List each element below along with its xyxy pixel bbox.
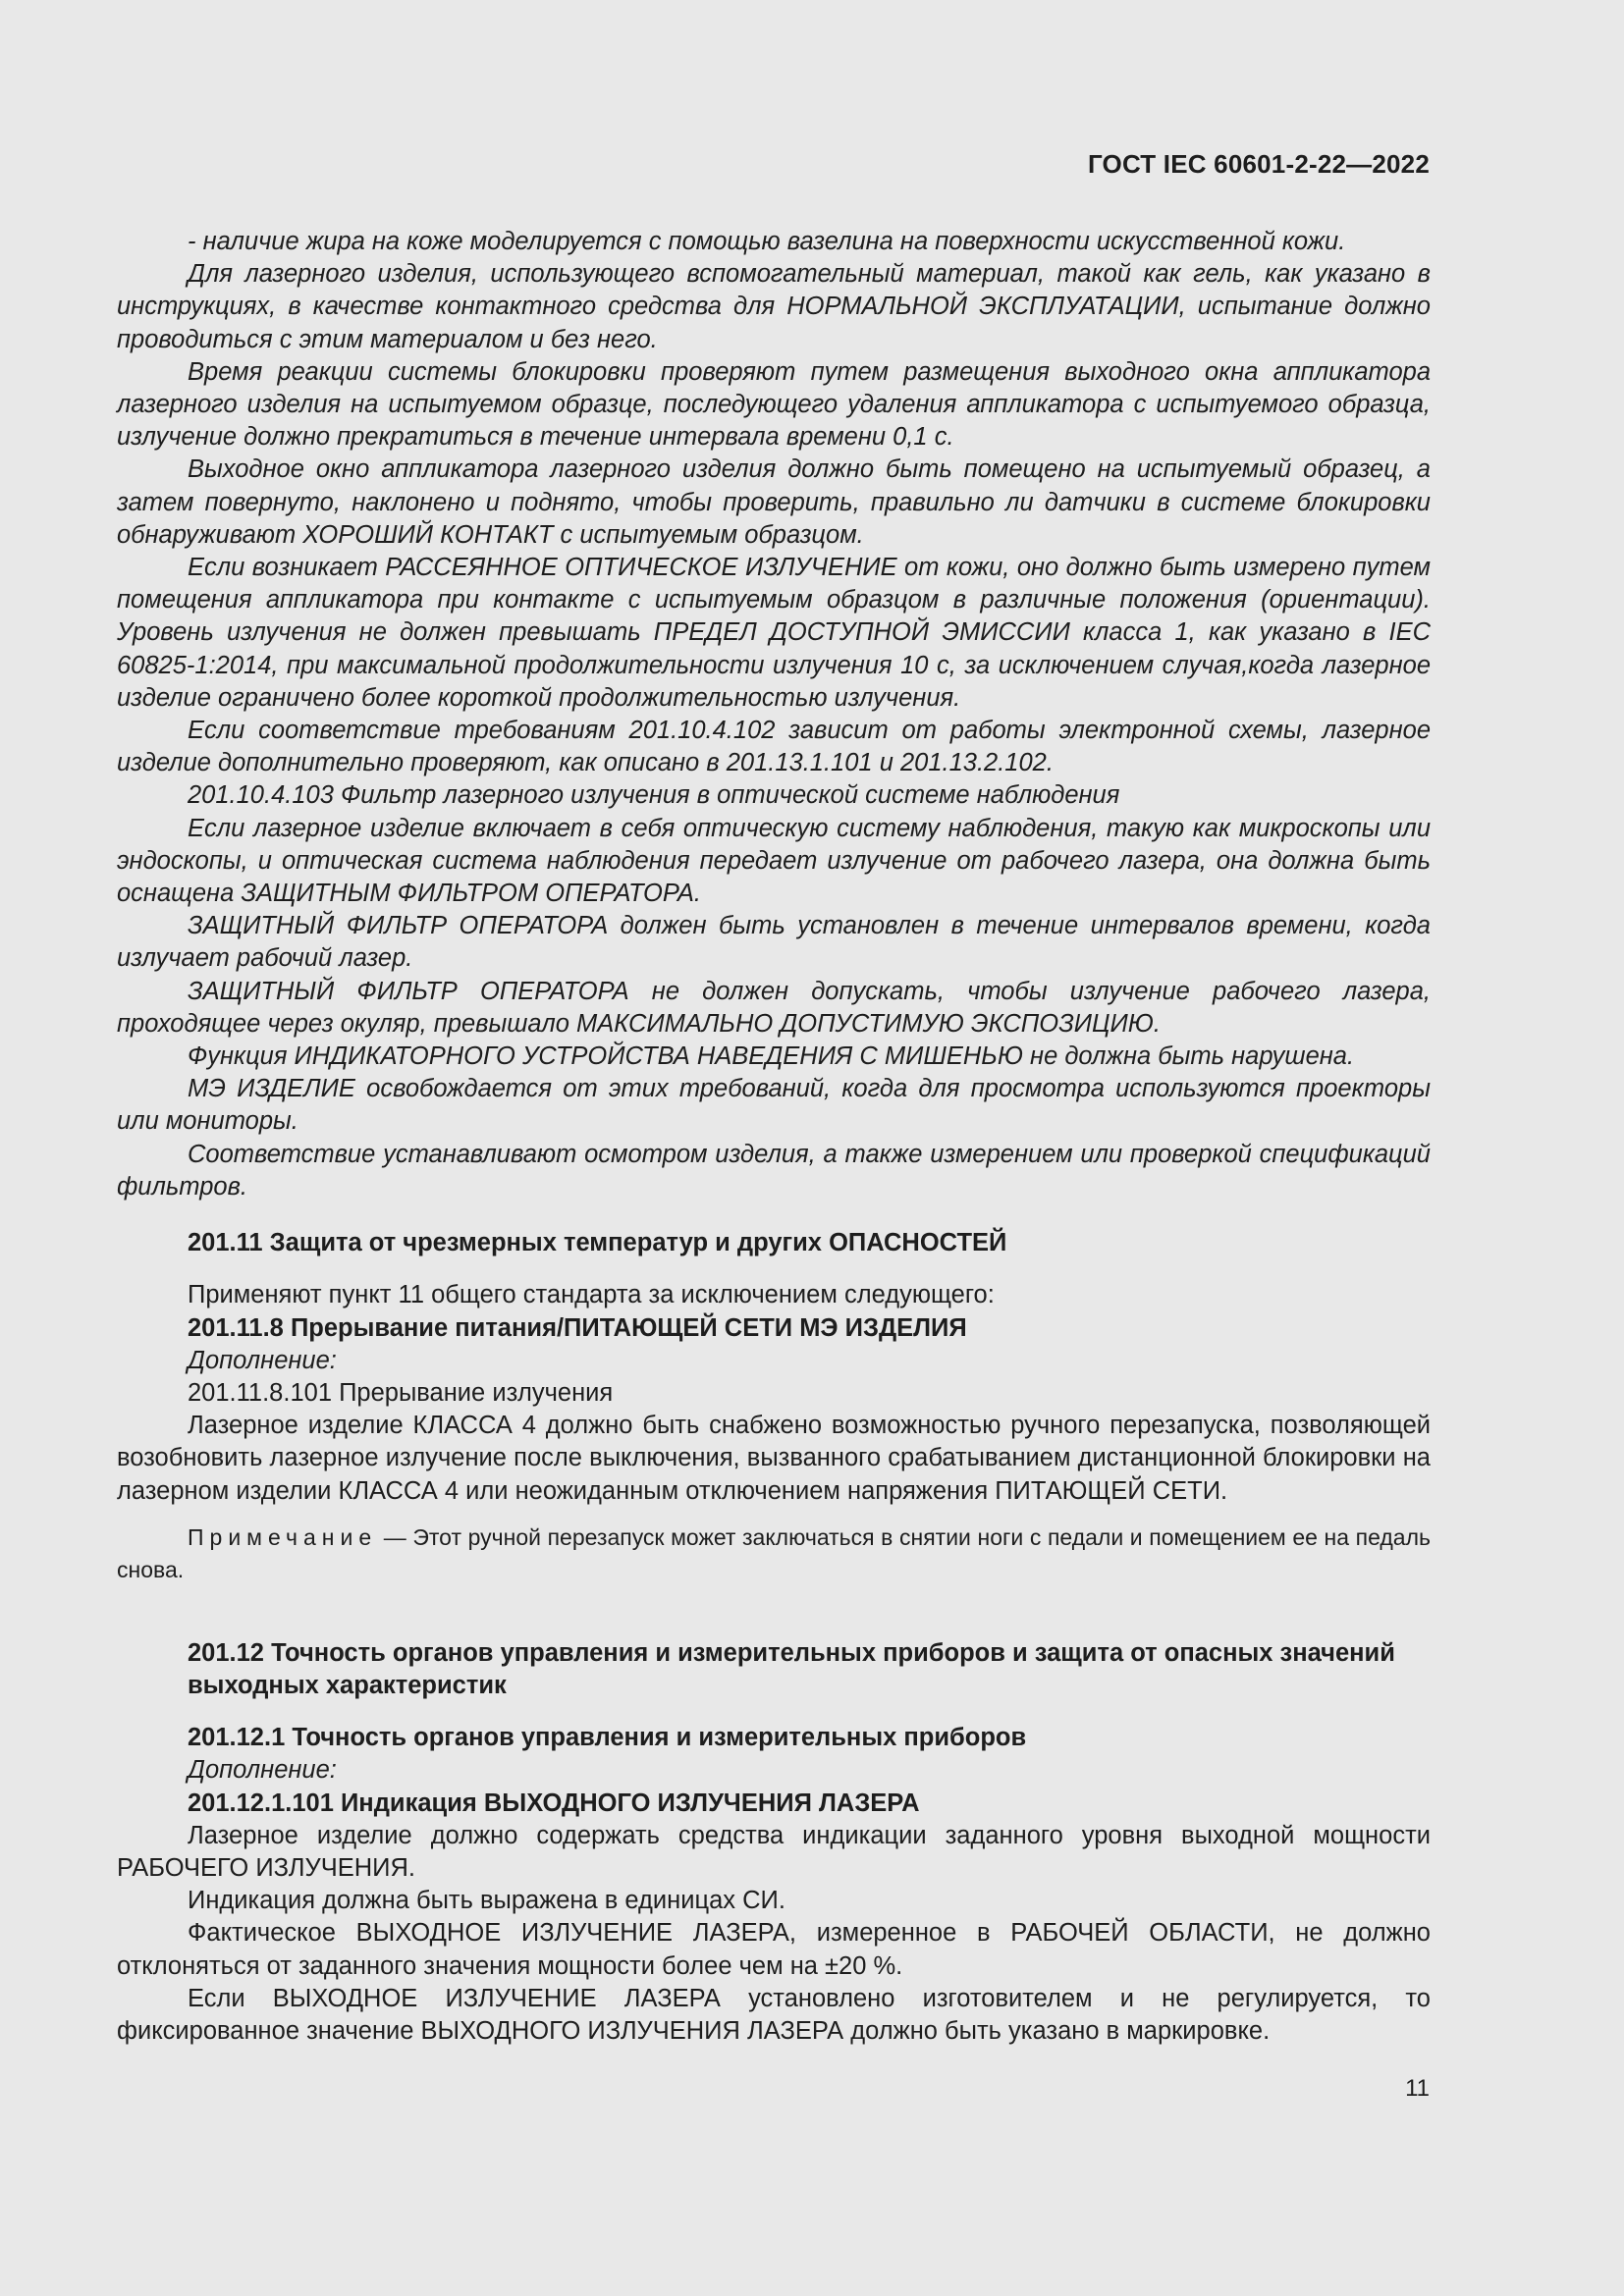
page-content bbox=[117, 226, 1431, 2048]
section-heading-201-11: 201.11 Защита от чрезмерных температур и других ОПАСНОСТЕЙ bbox=[188, 1229, 1007, 1257]
clause-heading-201-12-1-101: 201.12.1.101 Индикация ВЫХОДНОГО ИЗЛУЧЕНИЯ ЛАЗЕРА bbox=[188, 1789, 920, 1817]
paragraph: Время реакции системы блокировки проверяют путем размещения выходного окна аппликатора лазерного изделия на испытуемом образце, последующего удаления аппликатора с испытуемого образца, излучение должно прекратиться в течение интервала времени 0,1 с. bbox=[117, 357, 1431, 452]
section-heading-201-12: 201.12 Точность органов управления и измерительных приборов и защита от опасных значений выходных характеристик bbox=[188, 1638, 1395, 1699]
paragraph: Индикация должна быть выражена в единицах СИ. bbox=[188, 1887, 785, 1915]
paragraph: МЭ ИЗДЕЛИЕ освобождается от этих требований, когда для просмотра используются проекторы или мониторы. bbox=[117, 1075, 1431, 1136]
section-intro: Применяют пункт 11 общего стандарта за исключением следующего: bbox=[188, 1281, 995, 1309]
clause-title-201-10-4-103: 201.10.4.103 Фильтр лазерного излучения в оптической системе наблюдения bbox=[188, 781, 1120, 810]
paragraph: ЗАЩИТНЫЙ ФИЛЬТР ОПЕРАТОРА должен быть установлен в течение интервалов времени, когда излучает рабочий лазер. bbox=[117, 912, 1431, 973]
addition-label: Дополнение: bbox=[188, 1756, 337, 1785]
paragraph: Соответствие устанавливают осмотром изделия, а также измерением или проверкой спецификаций фильтров. bbox=[117, 1140, 1431, 1201]
paragraph: Если лазерное изделие включает в себя оптическую систему наблюдения, такую как микроскопы или эндоскопы, и оптическая система наблюдения передает излучение от рабочего лазера, она должна быть оснащена ЗАЩИТНЫМ ФИЛЬТРОМ ОПЕРАТОРА. bbox=[117, 814, 1431, 908]
paragraph: Лазерное изделие должно содержать средства индикации заданного уровня выходной мощности РАБОЧЕГО ИЗЛУЧЕНИЯ. bbox=[117, 1821, 1431, 1882]
paragraph: Фактическое ВЫХОДНОЕ ИЗЛУЧЕНИЕ ЛАЗЕРА, измеренное в РАБОЧЕЙ ОБЛАСТИ, не должно отклоняться от заданного значения мощности более чем на ±20 %. bbox=[117, 1919, 1431, 1980]
note-label: Примечание bbox=[188, 1523, 378, 1550]
paragraph: ЗАЩИТНЫЙ ФИЛЬТР ОПЕРАТОРА не должен допускать, чтобы излучение рабочего лазера, проходящее через окуляр, превышало МАКСИМАЛЬНО ДОПУСТИМУЮ ЭКСПОЗИЦИЮ. bbox=[117, 977, 1431, 1038]
addition-label: Дополнение: bbox=[188, 1346, 337, 1374]
paragraph: - наличие жира на коже моделируется с помощью вазелина на поверхности искусственной кожи. bbox=[188, 228, 1346, 255]
paragraph: Если соответствие требованиям 201.10.4.102 зависит от работы электронной схемы, лазерное изделие дополнительно проверяют, как описано в 201.13.1.101 и 201.13.2.102. bbox=[117, 717, 1431, 777]
subsection-heading-201-11-8: 201.11.8 Прерывание питания/ПИТАЮЩЕЙ СЕТИ МЭ ИЗДЕЛИЯ bbox=[188, 1313, 967, 1342]
clause-title-201-11-8-101: 201.11.8.101 Прерывание излучения bbox=[188, 1378, 614, 1407]
paragraph: Для лазерного изделия, использующего вспомогательный материал, такой как гель, как указано в инструкциях, в качестве контактного средства для НОРМАЛЬНОЙ ЭКСПЛУАТАЦИИ, испытание должно проводиться с этим материалом и без него. bbox=[117, 260, 1431, 353]
standard-header: ГОСТ IEC 60601-2-22—2022 bbox=[1087, 149, 1430, 179]
paragraph: Функция ИНДИКАТОРНОГО УСТРОЙСТВА НАВЕДЕНИЯ С МИШЕНЬЮ не должна быть нарушена. bbox=[188, 1042, 1355, 1071]
paragraph: Лазерное изделие КЛАССА 4 должно быть снабжено возможностью ручного перезапуска, позволяющей возобновить лазерное излучение после выключения, вызванного срабатыванием дистанционной блокировки на лазерном изделии КЛАССА 4 или неожиданным отключением напряжения ПИТАЮЩЕЙ СЕТИ. bbox=[117, 1412, 1431, 1505]
page-number: 11 bbox=[1405, 2075, 1430, 2102]
paragraph: Выходное окно аппликатора лазерного изделия должно быть помещено на испытуемый образец, а затем повернуто, наклонено и поднято, чтобы проверить, правильно ли датчики в системе блокировки обнаруживают ХОРОШИЙ КОНТАКТ с испытуемым образцом. bbox=[117, 455, 1431, 549]
subsection-heading-201-12-1: 201.12.1 Точность органов управления и измерительных приборов bbox=[188, 1724, 1027, 1752]
note bbox=[117, 1522, 1431, 1586]
paragraph: Если возникает РАССЕЯННОЕ ОПТИЧЕСКОЕ ИЗЛУЧЕНИЕ от кожи, оно должно быть измерено путем помещения аппликатора при контакте с испытуемым образцом в различные положения (ориентации). Уровень излучения не должен превышать ПРЕДЕЛ ДОСТУПНОЙ ЭМИССИИ класса 1, как указано в IEC 60825-1:2014, при максимальной продолжительности излучения 10 с, за исключением случая,когда лазерное изделие ограничено более короткой продолжительностью излучения. bbox=[117, 554, 1431, 712]
note-text: — Этот ручной перезапуск может заключаться в снятии ноги с педали и помещением ее на педаль снова. bbox=[117, 1523, 1431, 1582]
paragraph: Если ВЫХОДНОЕ ИЗЛУЧЕНИЕ ЛАЗЕРА установлено изготовителем и не регулируется, то фиксированное значение ВЫХОДНОГО ИЗЛУЧЕНИЯ ЛАЗЕРА должно быть указано в маркировке. bbox=[117, 1984, 1431, 2045]
